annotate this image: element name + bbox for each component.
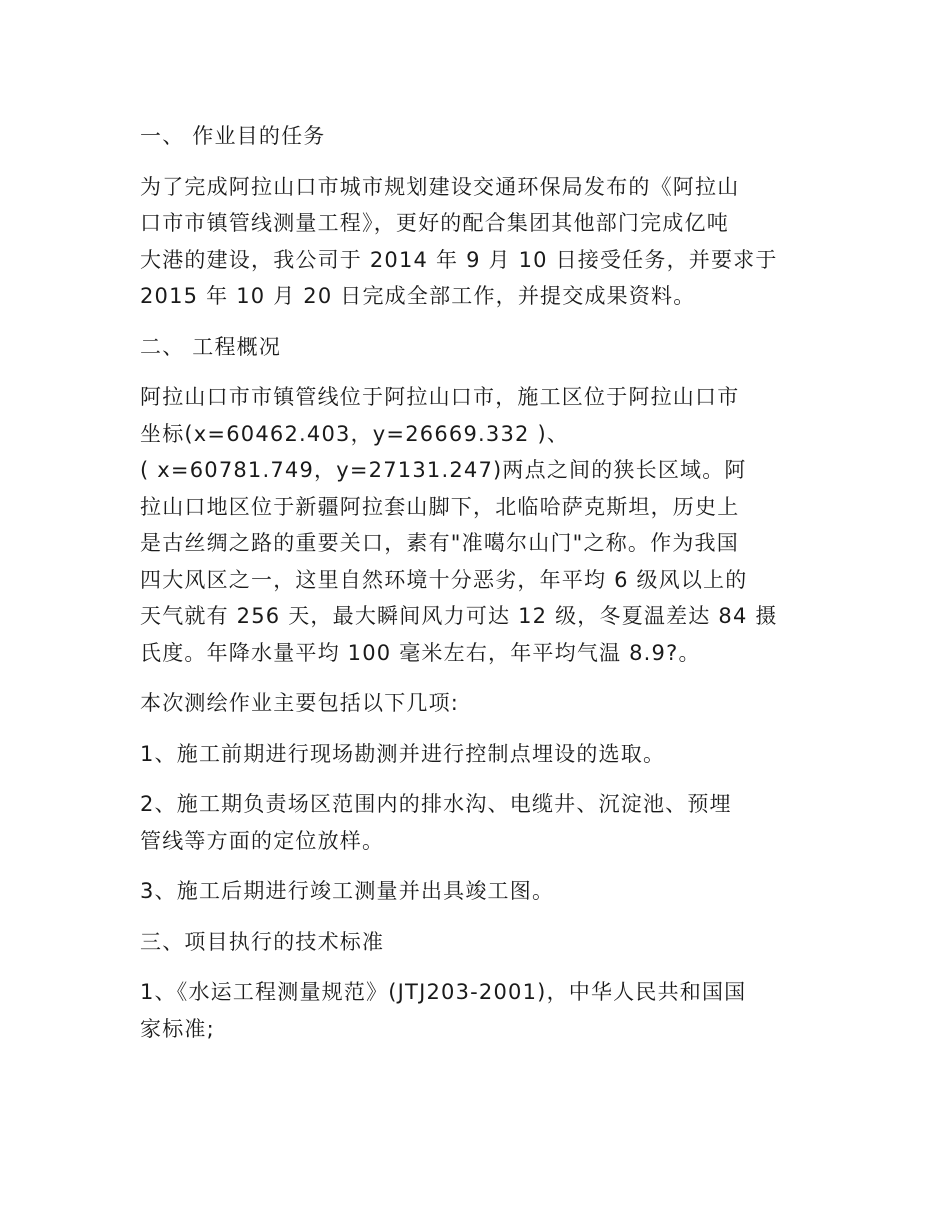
paragraph-line: 3、施工后期进行竣工测量并出具竣工图。 bbox=[140, 879, 555, 903]
paragraph-line: 阿拉山口市市镇管线位于阿拉山口市，施工区位于阿拉山口市 bbox=[140, 385, 740, 409]
paragraph-line: 2、施工期负责场区范围内的排水沟、电缆井、沉淀池、预埋 bbox=[140, 792, 732, 816]
paragraph-line: 1、《水运工程测量规范》(JTJ203-2001)，中华人民共和国国 bbox=[140, 980, 747, 1004]
heading-text: 一、 作业目的任务 bbox=[140, 124, 326, 148]
task-item-3 bbox=[140, 873, 820, 910]
paragraph-line: 大港的建设，我公司于 2014 年 9 月 10 日接受任务，并要求于 bbox=[140, 247, 778, 272]
paragraph-line: 本次测绘作业主要包括以下几项: bbox=[140, 691, 460, 715]
task-item-1 bbox=[140, 736, 820, 773]
section-heading-2 bbox=[140, 329, 820, 366]
tasks-intro bbox=[140, 685, 820, 722]
paragraph-line: 1、施工前期进行现场勘测并进行控制点埋设的选取。 bbox=[140, 741, 666, 766]
heading-text: 三、项目执行的技术标准 bbox=[140, 929, 385, 954]
paragraph-line: 坐标(x=60462.403，y=26669.332 )、 bbox=[140, 421, 570, 446]
document-body bbox=[140, 118, 820, 1061]
heading-text: 二、 工程概况 bbox=[140, 334, 282, 359]
paragraph-line: 天气就有 256 天，最大瞬间风力可达 12 级，冬夏温差达 84 摄 bbox=[140, 604, 778, 628]
section-heading-3 bbox=[140, 924, 820, 961]
paragraph-line: 为了完成阿拉山口市城市规划建设交通环保局发布的《阿拉山 bbox=[140, 174, 740, 199]
paragraph-line: 拉山口地区位于新疆阿拉套山脚下，北临哈萨克斯坦，历史上 bbox=[140, 494, 740, 519]
purpose-paragraph bbox=[140, 169, 820, 315]
paragraph-line: 家标准; bbox=[140, 1016, 215, 1041]
paragraph-line: 是古丝绸之路的重要关口，素有"准噶尔山门"之称。作为我国 bbox=[140, 531, 739, 555]
paragraph-line: 氏度。年降水量平均 100 毫米左右，年平均气温 8.9?。 bbox=[140, 640, 701, 665]
overview-paragraph bbox=[140, 379, 820, 671]
standard-item-1 bbox=[140, 974, 820, 1047]
paragraph-line: ( x=60781.749，y=27131.247)两点之间的狭长区域。阿 bbox=[140, 458, 747, 482]
task-item-2 bbox=[140, 786, 820, 859]
section-heading-1 bbox=[140, 118, 820, 155]
paragraph-line: 口市市镇管线测量工程》，更好的配合集团其他部门完成亿吨 bbox=[140, 211, 729, 235]
paragraph-line: 四大风区之一，这里自然环境十分恶劣，年平均 6 级风以上的 bbox=[140, 567, 748, 592]
paragraph-line: 2015 年 10 月 20 日完成全部工作，并提交成果资料。 bbox=[140, 284, 696, 308]
paragraph-line: 管线等方面的定位放样。 bbox=[140, 828, 385, 853]
